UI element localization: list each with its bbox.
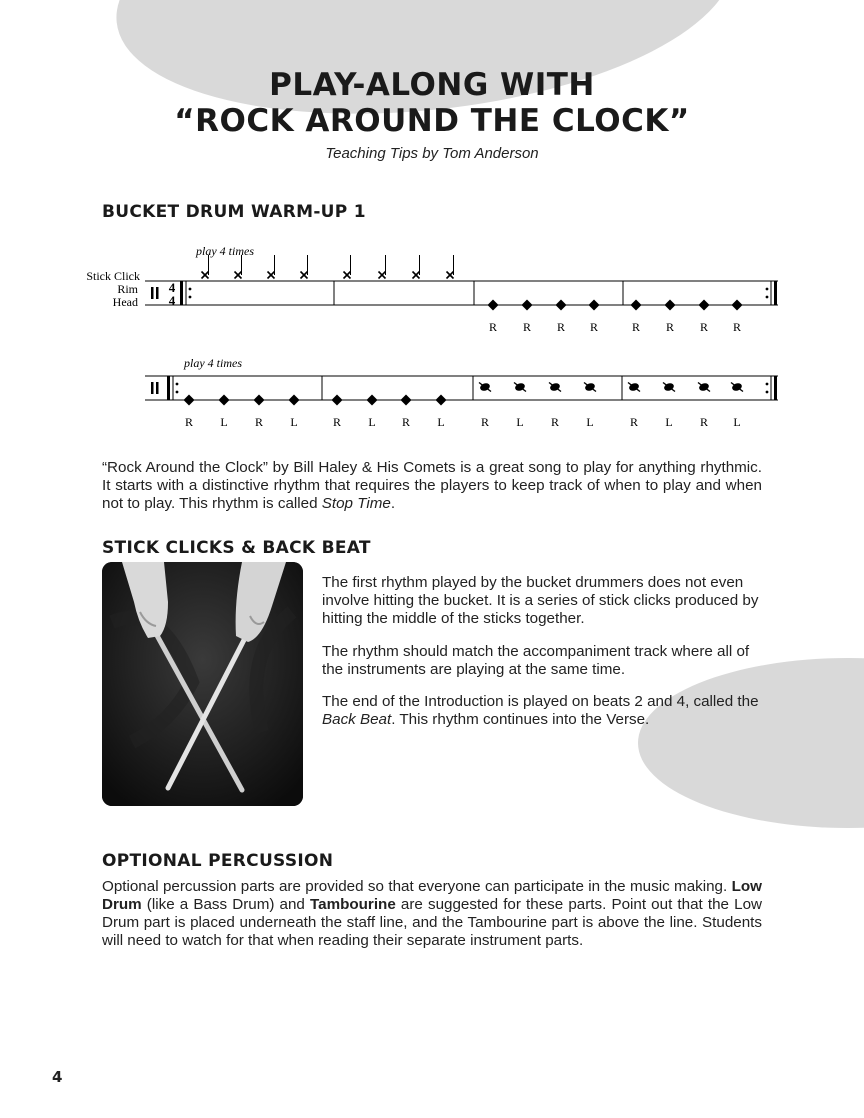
- sticking-label: R: [550, 415, 560, 429]
- repeat-end-barline: [774, 376, 777, 400]
- head-note: [436, 395, 447, 406]
- sticking-label: L: [586, 415, 594, 429]
- head-note: [289, 395, 300, 406]
- page-subtitle: Teaching Tips by Tom Anderson: [325, 145, 539, 162]
- head-note: [488, 300, 499, 311]
- repeat-instruction: play 4 times: [196, 244, 254, 258]
- repeat-start-barline: [180, 281, 183, 305]
- head-note: [332, 395, 343, 406]
- head-note: [589, 300, 600, 311]
- sticking-label: L: [516, 415, 524, 429]
- system-2: [145, 356, 778, 429]
- repeat-instruction: play 4 times: [184, 356, 242, 370]
- stop-time-term: Stop Time: [321, 495, 391, 512]
- page-number: 4: [52, 1068, 63, 1086]
- crossed-drumsticks-photo: [102, 562, 303, 806]
- sticking-label: L: [368, 415, 376, 429]
- sticking-label: R: [480, 415, 490, 429]
- repeat-start-barline: [167, 376, 170, 400]
- head-note: [254, 395, 265, 406]
- page-title-line-2: “ROCK AROUND THE CLOCK”: [174, 103, 690, 139]
- sticking-label: R: [631, 320, 641, 334]
- head-note: [219, 395, 230, 406]
- sticking-label: L: [437, 415, 445, 429]
- tambourine-term: Tambourine: [310, 896, 396, 913]
- warmup-notation: [0, 0, 864, 440]
- head-note: [556, 300, 567, 311]
- sticking-label: R: [401, 415, 411, 429]
- sticking-label: L: [220, 415, 228, 429]
- sticking-label: R: [589, 320, 599, 334]
- lane-label-head: Head: [112, 295, 138, 309]
- sticking-label: R: [254, 415, 264, 429]
- sticking-label: L: [290, 415, 298, 429]
- low-drum-term: Low Drum: [102, 878, 762, 913]
- sticking-label: R: [699, 415, 709, 429]
- sticking-label: R: [699, 320, 709, 334]
- stick-clicks-paragraph-2: The rhythm should match the accompaniment track where all of the instruments are playing at the same time.: [322, 643, 750, 678]
- head-note: [665, 300, 676, 311]
- back-beat-term: Back Beat: [322, 711, 392, 728]
- head-note: [367, 395, 378, 406]
- sticking-label: R: [522, 320, 532, 334]
- system-1: [145, 244, 778, 334]
- stick-clicks-paragraph-1: The first rhythm played by the bucket drummers does not even involve hitting the bucket. It is a series of stick clicks produced by hitting the middle of the sticks together.: [322, 574, 759, 627]
- sticking-label: R: [629, 415, 639, 429]
- lane-label-rim: Rim: [117, 282, 138, 296]
- optional-percussion-heading: OPTIONAL PERCUSSION: [102, 851, 334, 871]
- time-signature-top: 4: [168, 280, 176, 295]
- head-note: [184, 395, 195, 406]
- sticking-label: R: [732, 320, 742, 334]
- intro-paragraph: “Rock Around the Clock” by Bill Haley & His Comets is a great song to play for anything rhythmic. It starts with a distinctive rhythm that requires the players to keep track of when to play and when not to play. This rhythm is called Stop Time.: [102, 459, 762, 512]
- optional-percussion-paragraph: Optional percussion parts are provided so that everyone can participate in the music making. Low Drum (like a Bass Drum) and Tambourine are suggested for these parts. Point out that the Low Drum part is placed underneath the staff line, and the Tambourine part is above the line. Students will need to watch for that when reading their separate instrument parts.: [102, 878, 762, 949]
- time-signature-bottom: 4: [168, 293, 176, 308]
- sticking-label: R: [184, 415, 194, 429]
- sticking-label: L: [665, 415, 673, 429]
- sticking-label: R: [488, 320, 498, 334]
- sticking-label: R: [556, 320, 566, 334]
- system-2-notes: [184, 382, 744, 429]
- percussion-clef: [151, 287, 154, 299]
- head-note: [699, 300, 710, 311]
- head-note: [401, 395, 412, 406]
- stick-clicks-heading: STICK CLICKS & BACK BEAT: [102, 538, 371, 558]
- head-note: [732, 300, 743, 311]
- sticking-label: R: [332, 415, 342, 429]
- system-1-notes: [202, 255, 743, 334]
- head-note: [631, 300, 642, 311]
- repeat-end-barline: [774, 281, 777, 305]
- sticking-label: L: [733, 415, 741, 429]
- percussion-clef: [151, 382, 154, 394]
- lane-label-stick-click: Stick Click: [86, 269, 140, 283]
- stick-clicks-paragraph-3: The end of the Introduction is played on beats 2 and 4, called the Back Beat. This rhythm continues into the Verse.: [322, 693, 759, 728]
- sticking-label: R: [665, 320, 675, 334]
- drumsticks-image: [102, 562, 303, 806]
- head-note: [522, 300, 533, 311]
- warmup-heading: BUCKET DRUM WARM-UP 1: [102, 202, 366, 222]
- background-shape-right: [638, 658, 864, 828]
- page-title-line-1: PLAY-ALONG WITH: [269, 67, 595, 103]
